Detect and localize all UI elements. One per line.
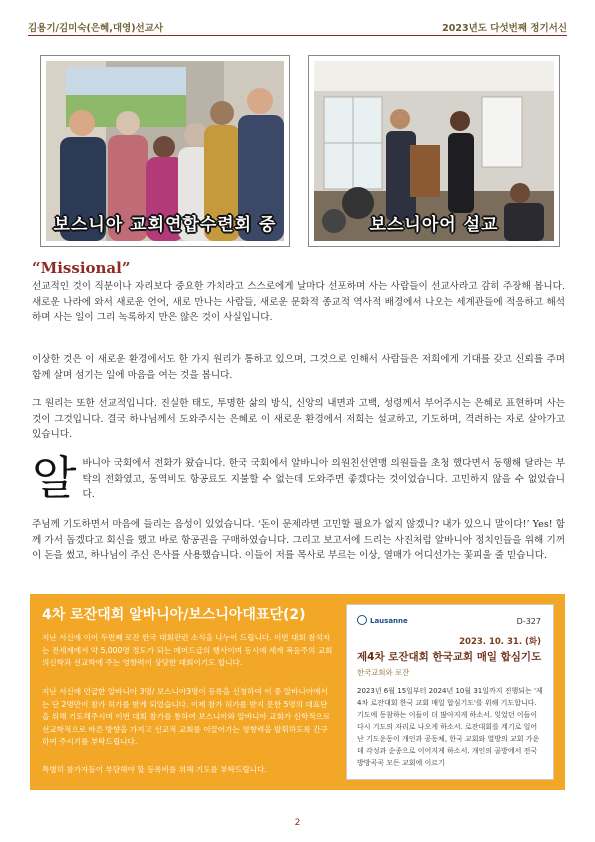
box-paragraph: 지난 서신에 이어 두번째 로잔 한국 대회관련 소식을 나누어 드립니다. 이번 대회 참석자는 전세계에서 약 5,000명 정도가 되는 메머드급의 행사이며 동시에 세계 복음주의 교회의신학과 선교학에 주는 영향력이 상당한 대회이기도 합니다. <box>42 633 333 667</box>
article-paragraph: 이상한 것은 이 새로운 환경에서도 한 가지 원리가 통하고 있으며, 그것으로 인해서 사람들은 저희에게 기대를 갖고 신뢰를 주며 함께 살며 섬기는 일에 마음을 여는 것을 봅니다. <box>32 354 565 381</box>
header-letter-title: 2023년도 다섯번째 정기서신 <box>442 23 567 34</box>
dropcap-paragraph-text: 바니아 국회에서 전화가 왔습니다. 한국 국회에서 알바니아 의원친선연맹 의원들을 초청 했다면서 동행해 달라는 부탁의 전화였고, 동역비도 항공료도 지불할 수 없는데 도와주면 좋겠다는 것이었습니다. 고민하지 않을 수 없었습니다. <box>82 458 565 500</box>
card-code: D-327 <box>516 617 541 626</box>
card-text: 2023년 6월 15일부터 2024년 10월 31일까지 진행되는 '제4차 로잔대회 한국 교회 매일 합심기도'를 위해 기도합니다. 기도에 동참하는 이들이 더 많아지게 하소서. 잊었던 이들이 다시 기도의 자리로 나오게 하소서. 로잔대회를 계기로 일어난 기도운동이 개인과 공동체, 한국 교회와 열방의 교회 가운데 각성과 순종으로 이어지게 하소서. 개인의 골방에서 전국 방방곡곡 모든 교회에 이르기 <box>357 687 543 767</box>
photo-retreat-image <box>46 61 284 241</box>
box-paragraph: 특별히 참가자들이 부담해야 할 등록비를 위해 기도를 부탁드립니다. <box>42 765 267 774</box>
photo-caption: 보스니아 교회연합수련회 중 <box>53 215 277 235</box>
dropcap-letter: 알 <box>32 451 77 505</box>
lausanne-logo-icon <box>357 615 367 625</box>
article-paragraph-dropcap <box>32 451 565 505</box>
header-missionary-names: 김용기/김미숙(은혜,대영)선교사 <box>28 23 164 34</box>
card-date: 2023. 10. 31. (화) <box>459 637 541 647</box>
photo-caption: 보스니아어 설교 <box>369 215 499 235</box>
article-paragraph: 그 원리는 또한 선교적입니다. 진실한 태도, 투명한 삶의 방식, 신앙의 내면과 고백, 성령께서 부어주시는 은혜로 표현하며 사는 것이 그것입니다. 결국 하나님께서 도와주시는 은혜로 이 새로운 환경에서 저희는 설교하고, 기도하며, 격려하는 자로 살아가고 있습니다. <box>32 398 565 440</box>
page-number: 2 <box>294 818 301 828</box>
prayer-card <box>346 604 554 780</box>
lausanne-logo: Lausanne <box>357 615 408 625</box>
article-paragraph: 주님께 기도하면서 마음에 들리는 음성이 있었습니다. ‘돈이 문제라면 고민할 필요가 없지 않겠니? 내가 있으니 말이다!’ Yes! 함께 가서 돕겠다고 회신을 했고 바로 항공권을 구매하였습니다. 그리고 보고서에 드리는 사진처럼 알바니아 정치인들을 위해 기꺼이 돈을 썼고, 하나님이 주신 은사를 사용했습니다. 이들이 저를 목사로 부르는 이상, 열매가 어디선가는 꽃피울 줄 믿습니다. <box>32 519 565 561</box>
header-divider <box>28 35 567 36</box>
photo-retreat <box>40 55 290 247</box>
page-header <box>28 14 567 34</box>
article-paragraph: 선교적인 것이 직분이나 자리보다 중요한 가치라고 스스로에게 날마다 선포하며 사는 사람들이 선교사라고 감히 주장해 봅니다. 새로운 나라에 와서 새로운 언어, 새로 만나는 사람들, 새로운 문화적 종교적 역사적 배경에서 나오는 세계관들에 적응하고 해석하며 사는 일이 그리 녹록하지 만은 않은 것이 사실입니다. <box>32 281 565 323</box>
card-subtitle: 한국교회와 로잔 <box>357 668 410 677</box>
lausanne-news-box <box>30 594 565 790</box>
box-paragraph: 지난 서신에 언급한 알바니아 3명/ 보스니아3명이 등록을 신청하여 이 중 알바니아에서는 단 2명만이 참가 허가를 받게 되었습니다. 이제 참가 허가를 받지 못한 5명의 대표단을 위해 기도해주시며 이번 대회 참가를 통하여 보스니아와 알바니아 교회가 신학적으로 선교학적으로 바른 방향을 가지고 선교적 교회를 이끌어가는 영향력을 발휘하도록 간구하여 주시기를 부탁드립니다. <box>42 687 331 746</box>
card-title: 제4차 로잔대회 한국교회 매일 합심기도 <box>357 651 542 663</box>
box-title: 4차 로잔대회 알바니아/보스니아대표단(2) <box>42 607 306 623</box>
article-title: “Missional” <box>32 259 131 277</box>
photo-sermon <box>308 55 560 247</box>
photo-sermon-image <box>314 61 554 241</box>
